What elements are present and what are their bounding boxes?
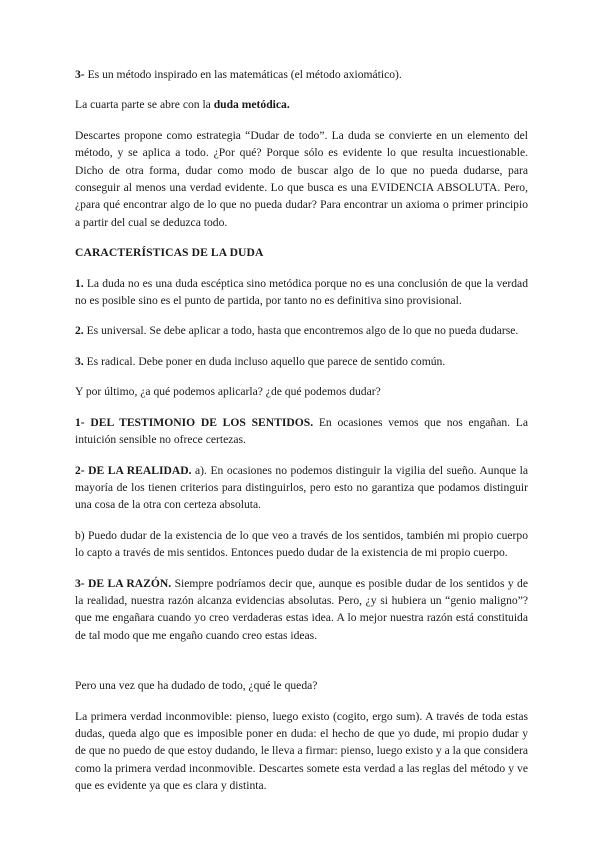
item-number: 1.: [75, 276, 84, 290]
paragraph-text: La duda no es una duda escéptica sino metódica porque no es una conclusión de que la verdad no es posible sino es el punto de partida, por tanto no es definitiva sino provisional.: [75, 276, 528, 308]
doubt-title: 1- DEL TESTIMONIO DE LOS SENTIDOS.: [75, 415, 314, 429]
paragraph-strategy: Descartes propone como estrategia “Dudar de todo”. La duda se convierte en un elemento del método, y se aplica a todo. ¿Por qué? Porque sólo es evidente lo que resulta incuestionable. Dicho de otra forma, dudar como modo de buscar algo de lo que no pueda dudarse, para conseguir al menos una verdad evidente. Lo que busca es una EVIDENCIA ABSOLUTA. Pero, ¿para qué encontrar algo de lo que no pueda dudar? Para encontrar un axioma o primer principio a partir del cual se deduzca todo.: [75, 128, 528, 229]
paragraph-fourth-part: [75, 96, 528, 113]
section-heading: CARACTERÍSTICAS DE LA DUDA: [75, 246, 264, 260]
final-paragraph: La primera verdad inconmovible: pienso, luego existo (cogito, ergo sum). A través de toda estas dudas, queda algo que es imposible poner en duda: el hecho de que yo dude, mi propio dudar y de que no puedo de que estoy dudando, le lleva a firmar: pienso, luego existo y a la que considera como la primera verdad inconmovible. Descartes somete esta verdad a las reglas del método y ve que es evidente ya que es clara y distinta.: [75, 709, 528, 793]
bold-term: duda metódica.: [213, 98, 290, 112]
paragraph-text: a). En ocasiones no podemos distinguir la vigilia del sueño. Aunque la mayoría de los tienen criterios para distinguirlos, pero esto no garantiza que podamos distinguir una cosa de la otra con certeza absoluta.: [75, 463, 528, 512]
doubt-reason: [75, 575, 528, 645]
paragraph-text: Es un método inspirado en las matemáticas (el método axiomático).: [84, 68, 402, 81]
doubt-reality-b: b) Puedo dudar de la existencia de lo que veo a través de los sentidos, también mi propio cuerpo lo capto a través de mis sentidos. Entonces puedo dudar de la existencia de mi propio cuerpo.: [75, 528, 528, 560]
paragraph-text: Siempre podríamos decir que, aunque es posible dudar de los sentidos y de la realidad, nuestra razón alcanza evidencias absolutas. Pero, ¿y si hubiera un “genio maligno”? que me engañara cuando yo creo verdaderas estas idea. A lo mejor nuestra razón está constituida de tal modo que me engaño cuando creo estas ideas.: [75, 576, 528, 642]
paragraph-method-3: [75, 66, 528, 83]
doubt-title: 3- DE LA RAZÓN.: [75, 576, 172, 590]
characteristic-2: [75, 322, 528, 339]
doubt-reality: [75, 462, 528, 514]
paragraph-text: Es universal. Se debe aplicar a todo, hasta que encontremos algo de lo que no pueda dudarse.: [83, 324, 519, 338]
item-number: 3-: [75, 68, 85, 81]
doubt-title: 2- DE LA REALIDAD.: [75, 463, 192, 477]
question-paragraph: Y por último, ¿a qué podemos aplicarla? ¿de qué podemos dudar?: [75, 385, 381, 399]
item-number: 2.: [75, 324, 84, 338]
question-remaining: Pero una vez que ha dudado de todo, ¿qué le queda?: [75, 679, 318, 693]
item-number: 3.: [75, 354, 84, 368]
doubt-senses: [75, 414, 528, 449]
paragraph-text: Es radical. Debe poner en duda incluso aquello que parece de sentido común.: [83, 354, 446, 368]
paragraph-text: La cuarta parte se abre con la: [75, 98, 214, 112]
characteristic-1: [75, 275, 528, 310]
paragraph-text: En ocasiones vemos que nos engañan. La intuición sensible no ofrece certezas.: [75, 415, 528, 447]
characteristic-3: [75, 353, 528, 370]
document-page: [75, 66, 528, 795]
